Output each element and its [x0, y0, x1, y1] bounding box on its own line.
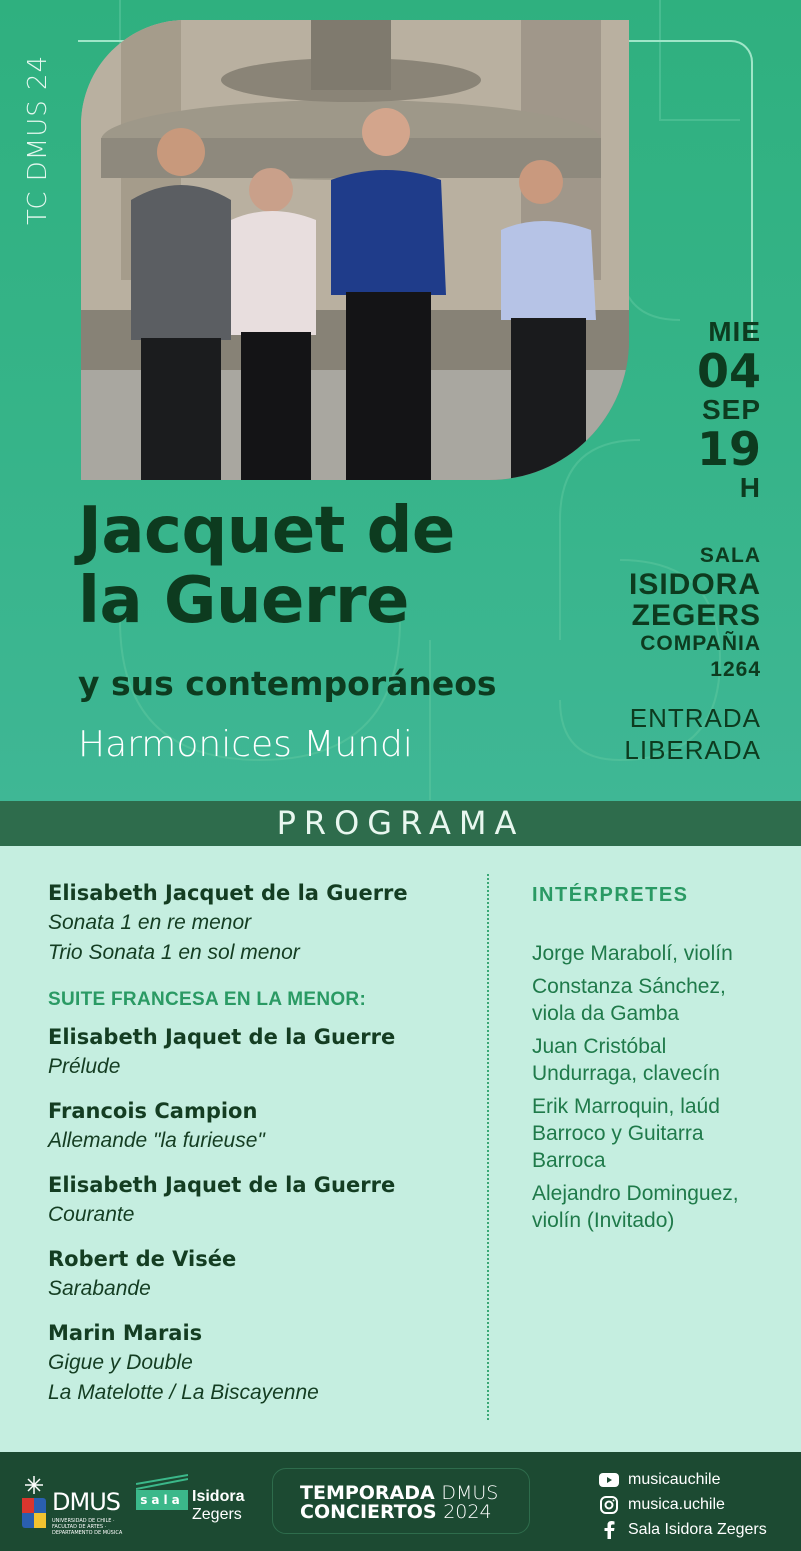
work-title: La Matelotte / La Biscayenne — [48, 1381, 319, 1404]
entry-info — [624, 702, 761, 766]
facebook-icon — [598, 1521, 620, 1539]
instagram-handle: musica.uchile — [628, 1495, 725, 1513]
ensemble-photo — [81, 20, 629, 480]
performer-item: Juan Cristóbal Undurraga, clavecín — [532, 1035, 720, 1085]
date-hour-unit: H — [739, 472, 761, 503]
ensemble-name: Harmonices Mundi — [78, 724, 413, 765]
work-title: Prélude — [48, 1055, 121, 1078]
program-item — [48, 1022, 478, 1082]
stage-lines-icon — [136, 1474, 188, 1490]
footer — [0, 1452, 801, 1551]
vertical-season-tag: TC DMUS 24 — [23, 54, 53, 225]
composer-name: Marin Marais — [48, 1321, 203, 1345]
work-title: Sarabande — [48, 1277, 151, 1300]
date-hour: 19 — [696, 422, 761, 476]
program-item — [48, 1318, 478, 1408]
composer-name: Francois Campion — [48, 1099, 258, 1123]
program-item — [48, 1244, 478, 1304]
venue-street: COMPAÑIA — [640, 632, 761, 655]
program-item — [48, 1170, 478, 1230]
program-item — [48, 878, 478, 968]
work-title: Courante — [48, 1203, 135, 1226]
concert-title — [78, 496, 455, 636]
event-date — [697, 316, 761, 504]
dmus-logo-subtitle: UNIVERSIDAD DE CHILE · FACULTAD DE ARTES · DEPARTAMENTO DE MÚSICA — [52, 1518, 123, 1536]
entry-line-1: ENTRADA — [629, 703, 761, 733]
concert-subtitle: y sus contemporáneos — [78, 664, 497, 703]
dmus-logo-text: DMUS — [52, 1488, 120, 1516]
isidora-label: Isidora — [192, 1488, 245, 1505]
social-instagram[interactable] — [598, 1492, 767, 1517]
date-month: SEP — [701, 394, 761, 425]
performer-item: Alejandro Dominguez, violín (Invitado) — [532, 1182, 739, 1232]
performer-item: Constanza Sánchez, viola da Gamba — [532, 975, 726, 1025]
venue-number: 1264 — [710, 658, 761, 681]
temporada-year: 2024 — [443, 1501, 492, 1523]
performers-list — [532, 880, 772, 1240]
composer-name: Robert de Visée — [48, 1247, 237, 1271]
temporada-word: TEMPORADA — [300, 1482, 435, 1504]
venue-sala: SALA — [699, 544, 761, 567]
sala-label: sala — [136, 1490, 188, 1510]
work-title: Trio Sonata 1 en sol menor — [48, 941, 300, 964]
program-item — [48, 1096, 478, 1156]
venue-name-1: ISIDORA — [628, 568, 761, 601]
composer-name: Elisabeth Jaquet de la Guerre — [48, 1173, 396, 1197]
suite-title: SUITE FRANCESA EN LA MENOR: — [48, 989, 367, 1010]
social-links — [598, 1467, 767, 1542]
temporada-line-2 — [300, 1502, 492, 1522]
entry-line-2: LIBERADA — [624, 735, 761, 765]
social-facebook[interactable] — [598, 1517, 767, 1542]
venue-name-2: ZEGERS — [631, 599, 761, 632]
temporada-line-1 — [300, 1483, 498, 1503]
temporada-badge — [272, 1468, 530, 1534]
temporada-dmus: DMUS — [441, 1482, 499, 1504]
composer-name: Elisabeth Jacquet de la Guerre — [48, 881, 408, 905]
sala-isidora-logo[interactable] — [136, 1472, 256, 1532]
composer-name: Elisabeth Jaquet de la Guerre — [48, 1025, 396, 1049]
social-youtube[interactable] — [598, 1467, 767, 1492]
work-title: Allemande "la furieuse" — [48, 1129, 265, 1152]
instagram-icon — [598, 1496, 620, 1514]
work-title: Sonata 1 en re menor — [48, 911, 252, 934]
column-divider — [487, 874, 489, 1420]
zegers-label: Zegers — [192, 1506, 242, 1523]
title-line-2: la Guerre — [78, 564, 409, 638]
facebook-handle: Sala Isidora Zegers — [628, 1520, 767, 1538]
dmus-logo[interactable] — [18, 1474, 128, 1534]
program-list — [48, 878, 478, 1422]
programa-header: PROGRAMA — [0, 801, 801, 846]
youtube-icon — [598, 1471, 620, 1489]
work-title: Gigue y Double — [48, 1351, 193, 1374]
date-weekday: MIE — [708, 316, 761, 347]
date-day: 04 — [696, 344, 761, 398]
performer-item: Erik Marroquin, laúd Barroco y Guitarra Barroca — [532, 1095, 720, 1172]
venue-info — [629, 543, 761, 683]
youtube-handle: musicauchile — [628, 1470, 721, 1488]
title-line-1: Jacquet de — [78, 494, 455, 568]
conciertos-word: CONCIERTOS — [300, 1501, 437, 1523]
university-crest-icon — [18, 1474, 50, 1534]
performer-item: Jorge Marabolí, violín — [532, 942, 733, 965]
performers-heading: INTÉRPRETES — [532, 884, 689, 906]
